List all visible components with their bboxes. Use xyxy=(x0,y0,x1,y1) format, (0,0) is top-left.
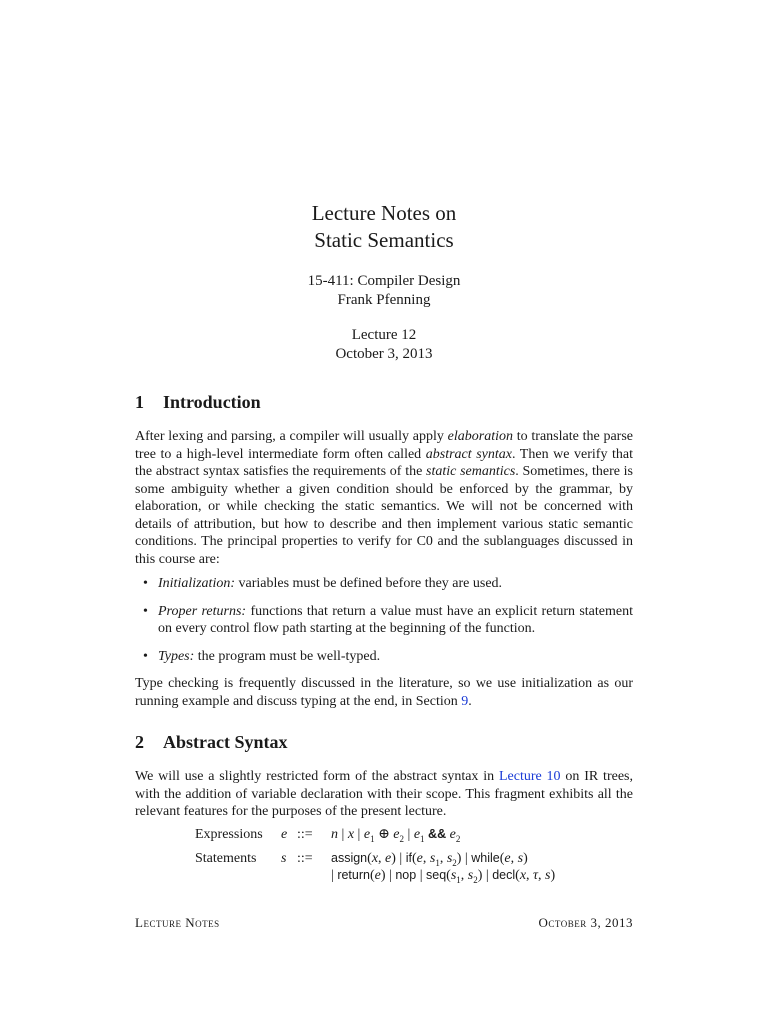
grammar-productions: | return(e) | nop | $seq(s_1$, $s_2$) | decl(x, τ, s) xyxy=(331,868,556,885)
footer-left: Lecture Notes xyxy=(135,915,220,930)
grammar-category: Expressions xyxy=(195,827,263,842)
section-title: Introduction xyxy=(163,392,261,412)
footer-date: October 3, 2013 xyxy=(538,915,633,930)
lecture-10-link[interactable]: Lecture 10 xyxy=(498,769,561,784)
author-name: Frank Pfenning xyxy=(337,292,431,308)
section-heading xyxy=(135,730,633,754)
list-item: • Initialization: variables must be defined before they are used. xyxy=(143,576,503,591)
lecture-date: October 3, 2013 xyxy=(335,346,433,362)
section-title: Abstract Syntax xyxy=(163,732,288,752)
title-line-2: Static Semantics xyxy=(314,228,454,252)
section-abstract-syntax xyxy=(135,730,633,821)
grammar-variable: e xyxy=(281,827,288,842)
grammar-productions: n | x | $e_1$ ⊕ $e_2$ | $e_1$ && $e_2$ xyxy=(331,827,461,844)
bullet-icon: • xyxy=(143,648,148,664)
section-number: 1 xyxy=(135,392,144,412)
section-number: 2 xyxy=(135,732,144,752)
section-heading xyxy=(135,390,633,414)
grammar-defeq: ::= xyxy=(297,827,313,842)
title-line-1: Lecture Notes on xyxy=(311,201,457,225)
list-item: • Proper returns: functions that return a value must have an explicit return statement on every control flow path starting at the beginning of the function. xyxy=(143,603,633,636)
grammar-variable: s xyxy=(281,851,287,866)
course-name: 15-411: Compiler Design xyxy=(307,273,461,289)
grammar-defeq: ::= xyxy=(297,851,313,866)
properties-list xyxy=(135,575,633,665)
paragraph: We will use a slightly restricted form of the abstract syntax in Lecture 10 on IR trees, with the addition of variable declaration with their scope. This fragment exhibits all the relevant features for the purposes of the present lecture. xyxy=(135,769,633,819)
paragraph: Type checking is frequently discussed in the literature, so we use initialization as our running example and discuss typing at the end, in Section 9. xyxy=(135,676,633,709)
grammar-category: Statements xyxy=(195,851,257,866)
bullet-icon: • xyxy=(143,603,148,619)
lecture-number: Lecture 12 xyxy=(351,327,417,343)
grammar-productions: assign(x, e) | if(e, $s_1$, $s_2$) | while(e, s) xyxy=(331,851,528,868)
section-introduction xyxy=(135,390,633,710)
paragraph: After lexing and parsing, a compiler will usually apply elaboration to translate the parse tree to a high-level intermediate form often called abstract syntax. Then we verify that the abstract syntax satisfies the requirements of the static semantics. Sometimes, there is some ambiguity whether a given condition should be enforced by the grammar, by elaboration, or while checking the static semantics. We will not be concerned with details of attribution, but how to describe and then implement various static semantic conditions. The principal properties to verify for C0 and the sublanguages discussed in this course are: xyxy=(135,429,634,567)
section-9-link[interactable]: 9 xyxy=(461,693,469,709)
bullet-icon: • xyxy=(143,576,148,591)
title-block xyxy=(0,200,768,364)
list-item: • Types: the program must be well-typed. xyxy=(143,648,381,664)
